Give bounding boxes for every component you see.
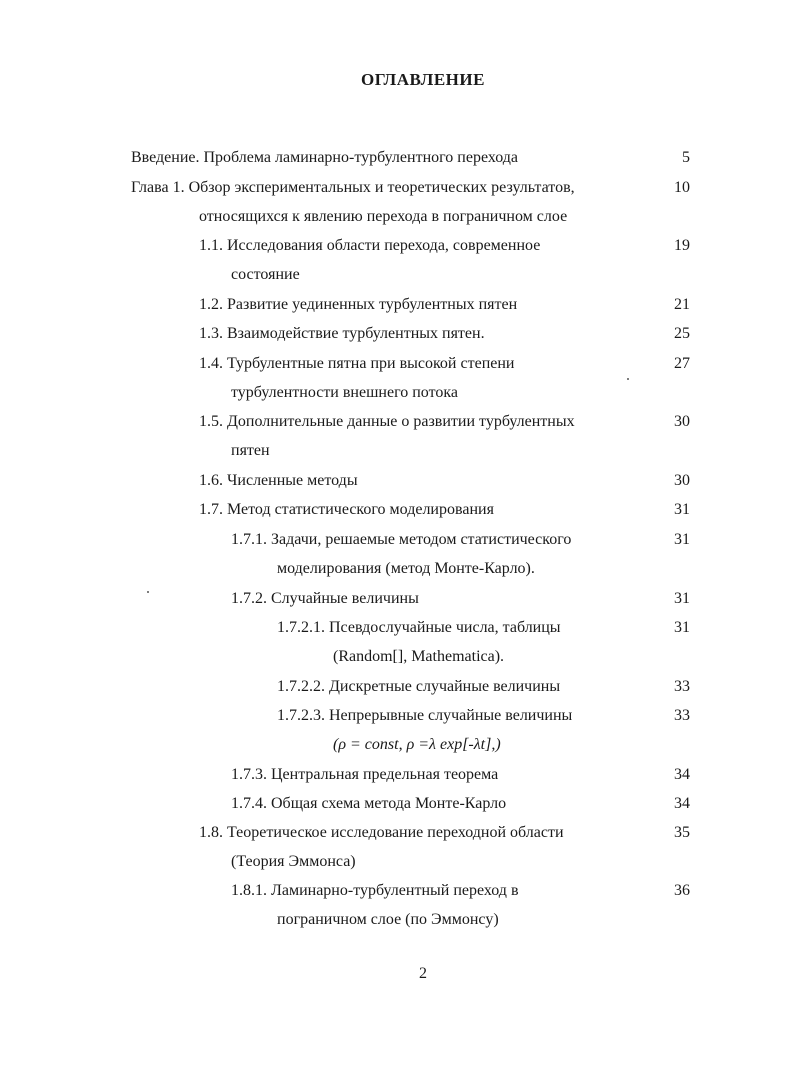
toc-entry-1-2: 1.2. Развитие уединенных турбулентных пятен (199, 296, 518, 313)
toc-entry-1-7-3: 1.7.3. Центральная предельная теорема (231, 766, 499, 783)
toc-entry-formula: (ρ = const, ρ =λ exp[-λt],) (333, 736, 501, 753)
toc-entry-continuation: пограничном слое (по Эммонсу) (277, 911, 499, 928)
toc-page-number: 34 (674, 795, 690, 812)
toc-entry-1-3: 1.3. Взаимодействие турбулентных пятен. (199, 325, 485, 342)
toc-page-number: 10 (674, 179, 690, 196)
toc-entry-1-5: 1.5. Дополнительные данные о развитии турбулентных (199, 413, 575, 430)
toc-page-number: 34 (674, 766, 690, 783)
toc-page-number: 33 (674, 707, 690, 724)
toc-entry-1-7-2-3: 1.7.2.3. Непрерывные случайные величины (277, 707, 573, 724)
toc-entry-1-8: 1.8. Теоретическое исследование переходной области (199, 824, 564, 841)
toc-page-number: 5 (682, 149, 690, 166)
page-number: 2 (419, 965, 427, 982)
toc-entry-continuation: состояние (231, 266, 300, 283)
toc-entry-1-1: 1.1. Исследования области перехода, современное (199, 237, 541, 254)
toc-entry-1-4: 1.4. Турбулентные пятна при высокой степени (199, 355, 515, 372)
toc-page-number: 31 (674, 619, 690, 636)
toc-page-number: 31 (674, 590, 690, 607)
page-title: ОГЛАВЛЕНИЕ (361, 70, 485, 89)
toc-entry-1-7-2-1: 1.7.2.1. Псевдослучайные числа, таблицы (277, 619, 561, 636)
toc-entry-1-7-4: 1.7.4. Общая схема метода Монте-Карло (231, 795, 507, 812)
toc-entry-1-8-1: 1.8.1. Ламинарно-турбулентный переход в (231, 882, 519, 899)
toc-entry-continuation: (Теория Эммонса) (231, 853, 356, 870)
scan-speck (627, 378, 629, 380)
toc-entry-1-7: 1.7. Метод статистического моделирования (199, 501, 494, 518)
toc-page-number: 31 (674, 531, 690, 548)
toc-page-number: 30 (674, 472, 690, 489)
toc-entry-continuation: пятен (231, 442, 270, 459)
toc-entry-1-7-1: 1.7.1. Задачи, решаемые методом статистического (231, 531, 572, 548)
toc-page-number: 25 (674, 325, 690, 342)
toc-entry-chapter-1: Глава 1. Обзор экспериментальных и теоретических результатов, (131, 179, 575, 196)
toc-page-number: 21 (674, 296, 690, 313)
toc-page-number: 31 (674, 501, 690, 518)
scan-speck (147, 591, 149, 593)
toc-page-number: 27 (674, 355, 690, 372)
toc-entry-intro: Введение. Проблема ламинарно-турбулентного перехода (131, 149, 519, 166)
toc-page-number: 36 (674, 882, 690, 899)
toc-entry-1-6: 1.6. Численные методы (199, 472, 358, 489)
toc-entry-1-7-2: 1.7.2. Случайные величины (231, 590, 419, 607)
toc-entry-continuation: турбулентности внешнего потока (231, 384, 458, 401)
toc-entry-continuation: относящихся к явлению перехода в пограничном слое (199, 208, 568, 225)
toc-entry-1-7-2-2: 1.7.2.2. Дискретные случайные величины (277, 678, 561, 695)
toc-entry-continuation: (Random[], Mathematica). (333, 648, 505, 665)
toc-page-number: 33 (674, 678, 690, 695)
toc-page-number: 35 (674, 824, 690, 841)
toc-page-number: 30 (674, 413, 690, 430)
toc-entry-continuation: моделирования (метод Монте-Карло). (277, 560, 535, 577)
toc-page-number: 19 (674, 237, 690, 254)
